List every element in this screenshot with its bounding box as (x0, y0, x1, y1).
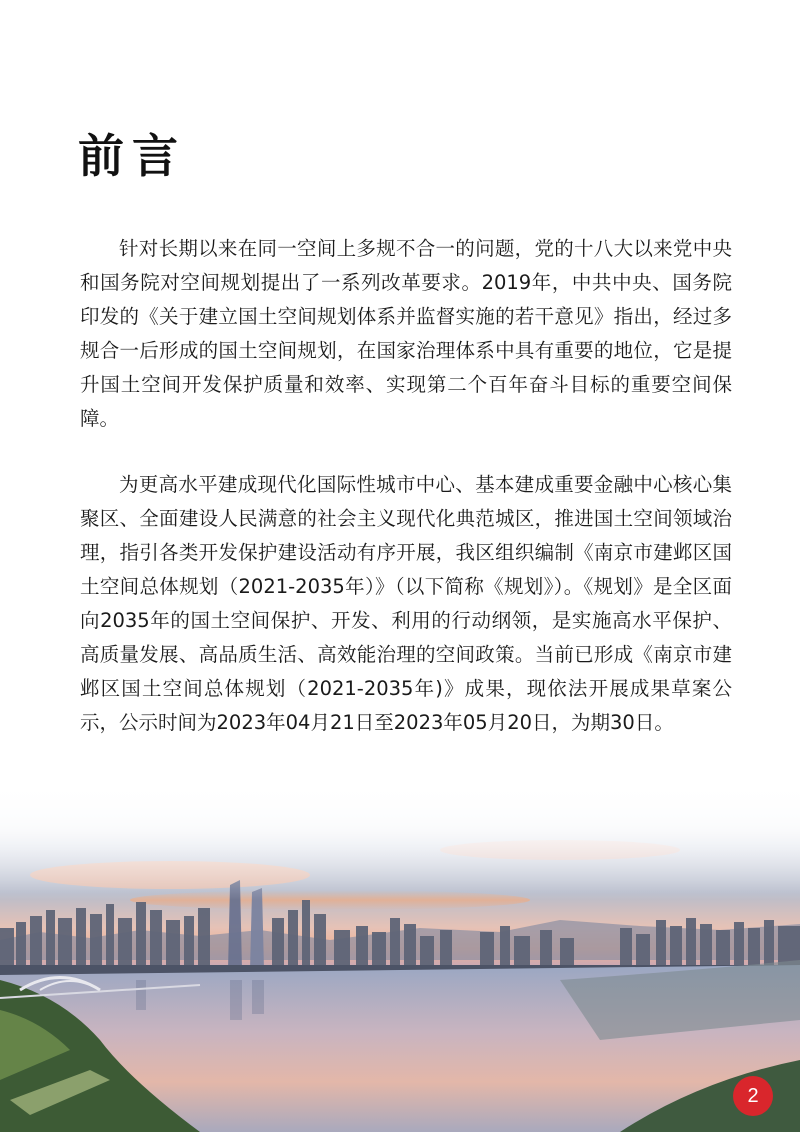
paragraph-1: 针对长期以来在同一空间上多规不合一的问题，党的十八大以来党中央和国务院对空间规划提出了一系列改革要求。2019年，中共中央、国务院印发的《关于建立国土空间规划体系并监督实施的若干意见》指出，经过多规合一后形成的国土空间规划，在国家治理体系中具有重要的地位，它是提升国土空间开发保护质量和效率、实现第二个百年奋斗目标的重要空间保障。 (80, 237, 732, 430)
page-number-badge: 2 (733, 1076, 773, 1116)
city-skyline-photo (0, 780, 800, 1132)
skyline-illustration (0, 780, 800, 1132)
page-title: 前言 (78, 129, 186, 183)
paragraph-2: 为更高水平建成现代化国际性城市中心、基本建成重要金融中心核心集聚区、全面建设人民满意的社会主义现代化典范城区，推进国土空间领域治理，指引各类开发保护建设活动有序开展，我区组织编制《南京市建邺区国土空间总体规划（2021-2035年）》（以下简称《规划》）。《规划》是全区面向2035年的国土空间保护、开发、利用的行动纲领，是实施高水平保护、高质量发展、高品质生活、高效能治理的空间政策。当前已形成《南京市建邺区国土空间总体规划（2021-2035年)》成果，现依法开展成果草案公示，公示时间为2023年04月21日至2023年05月20日，为期30日。 (80, 473, 732, 734)
body-text (80, 232, 732, 772)
